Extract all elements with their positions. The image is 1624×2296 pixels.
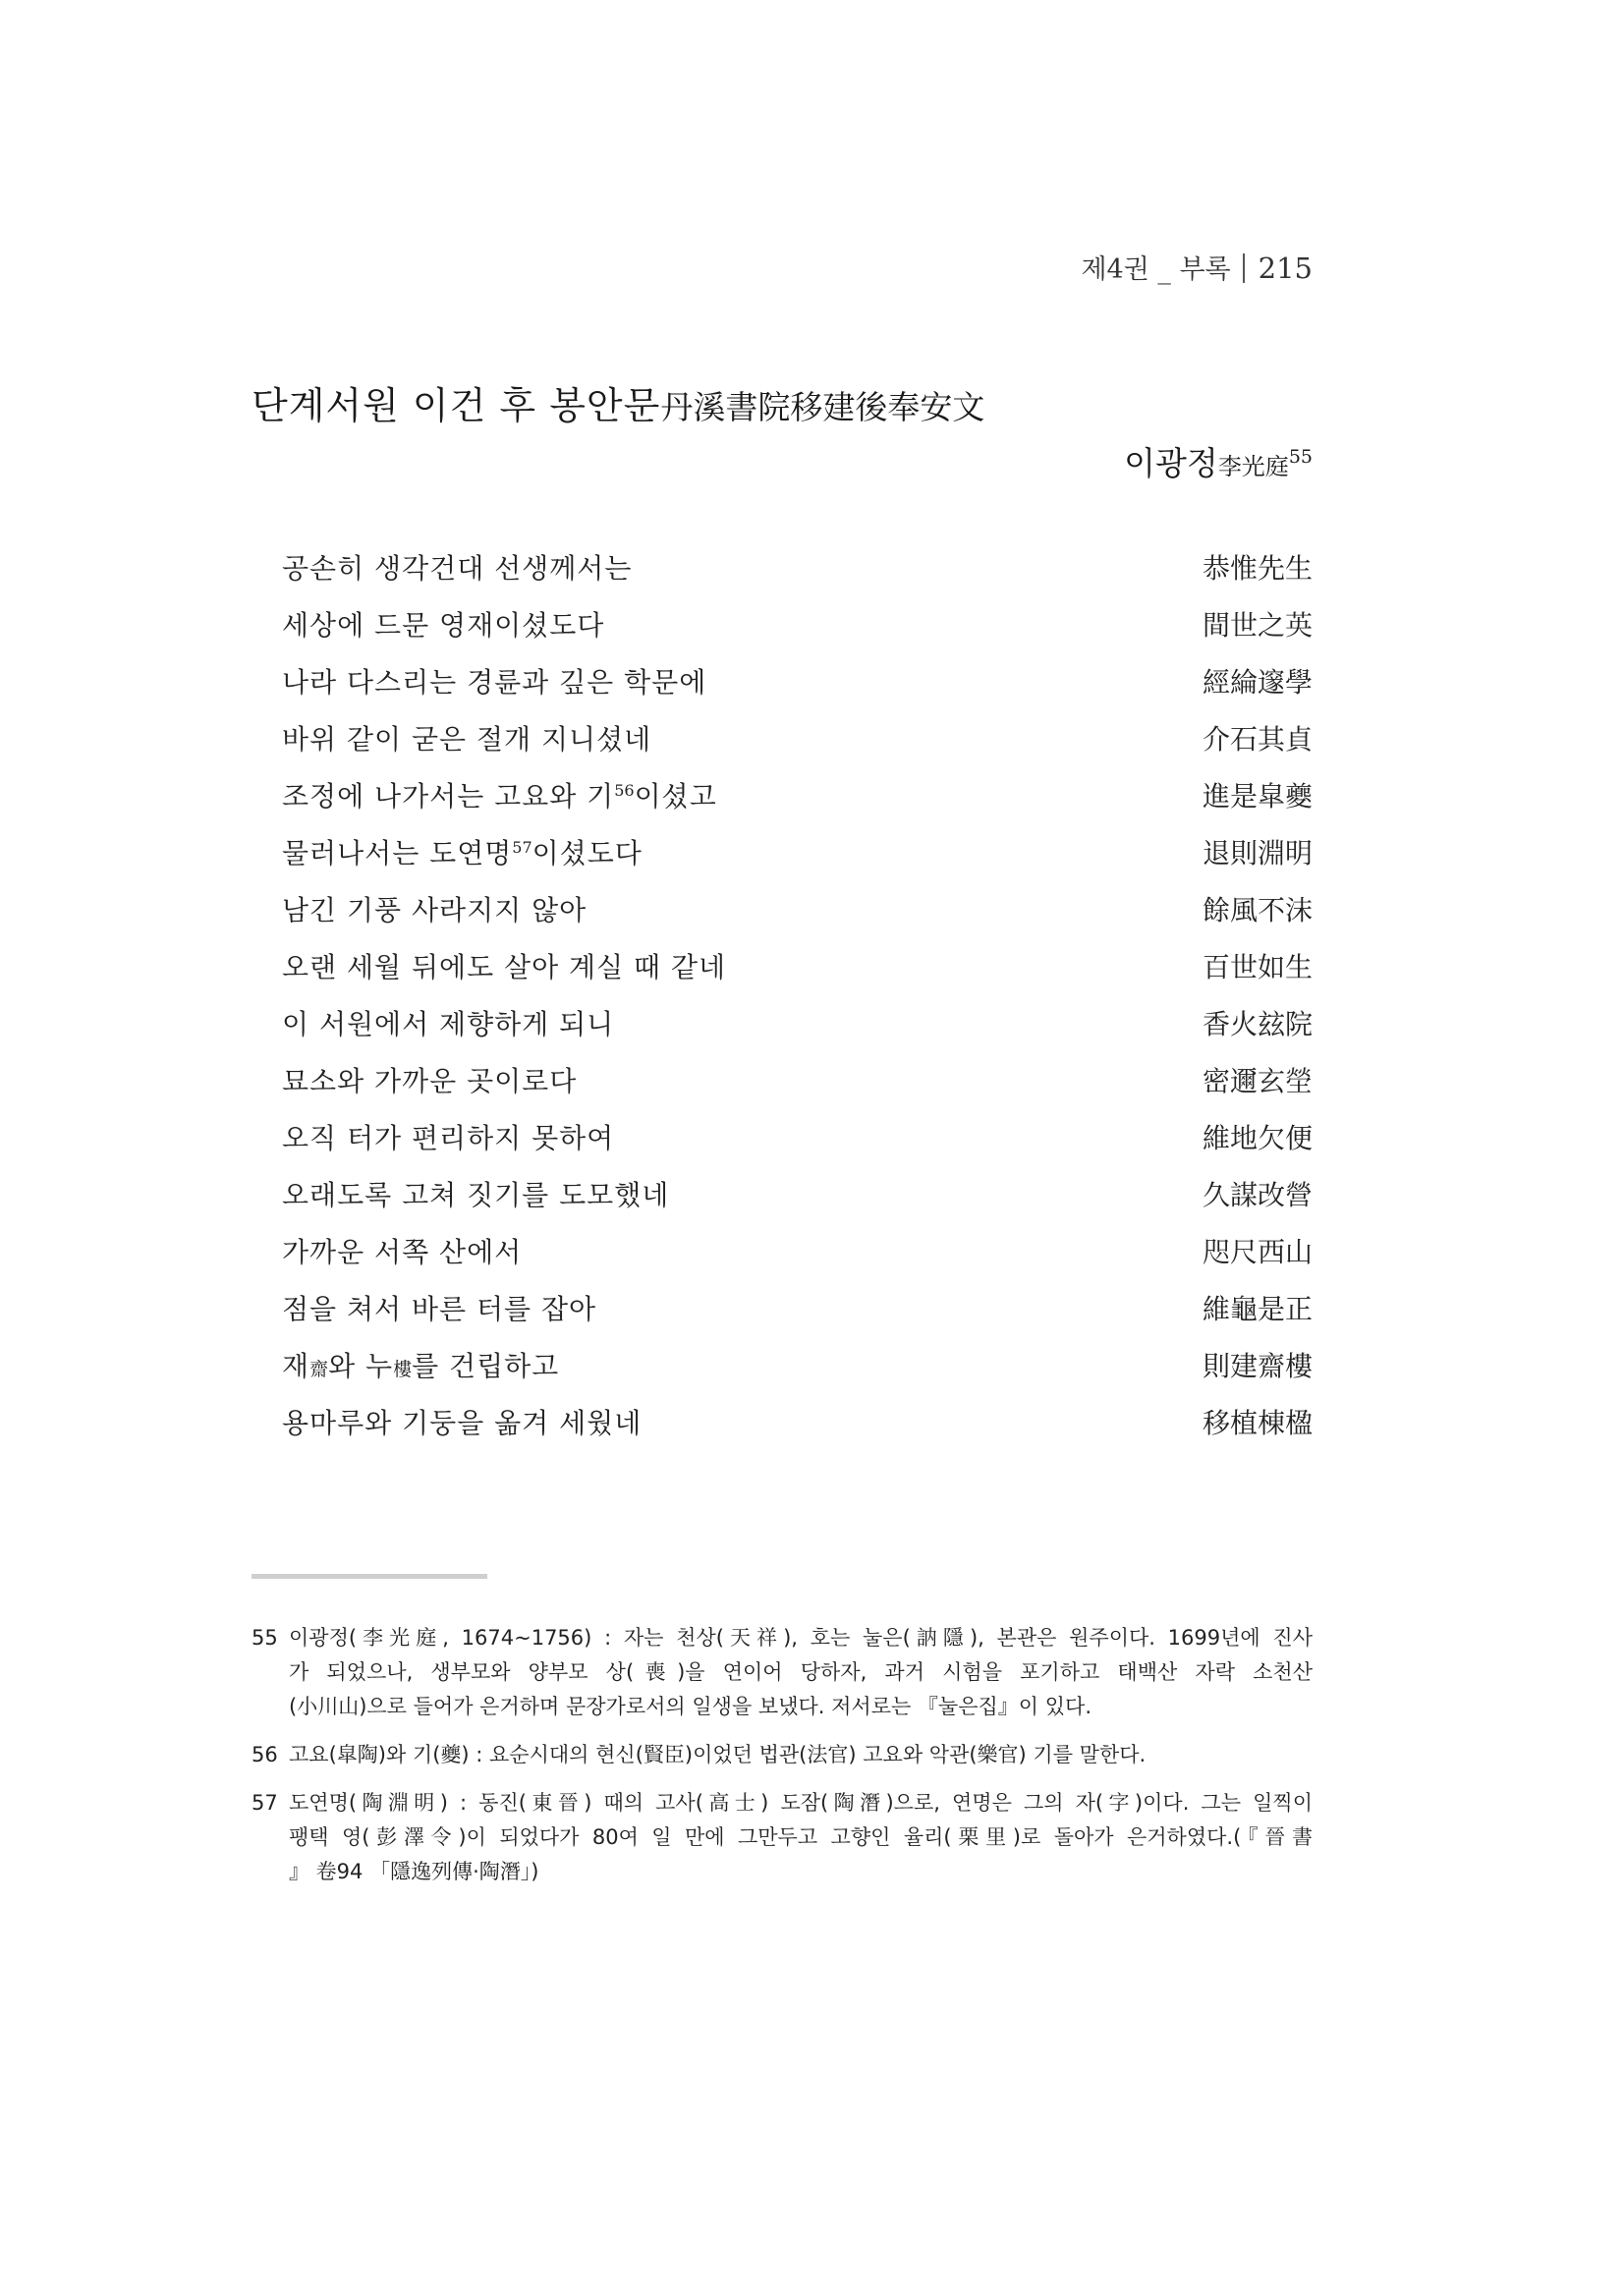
verse-hanja: 久謀改營 [1202, 1179, 1313, 1211]
verse-row [282, 538, 1313, 595]
footnote-number: 57 [252, 1791, 278, 1815]
verse-hanja: 香火玆院 [1202, 1008, 1313, 1040]
header-section: 제4권 _ 부록 [1081, 254, 1231, 285]
inline-hanja: 樓 [393, 1359, 413, 1380]
verse-korean: 세상에 드문 영재이셨도다 [282, 609, 605, 642]
verse-korean: 이 서원에서 제향하게 되니 [282, 1008, 615, 1040]
verse-row [282, 994, 1313, 1051]
verse-hanja: 咫尺西山 [1202, 1236, 1313, 1268]
verse-hanja: 則建齋樓 [1202, 1350, 1313, 1382]
verse-hanja: 密邇玄塋 [1202, 1065, 1313, 1097]
footnote-55 [252, 1621, 1313, 1724]
verse-hanja: 維地欠便 [1202, 1122, 1313, 1154]
verse-list [282, 538, 1313, 1450]
footnote-divider [252, 1574, 487, 1579]
verse-row [282, 766, 1313, 823]
verse-row [282, 1051, 1313, 1108]
verse-korean: 남긴 기풍 사라지지 않아 [282, 894, 588, 926]
footnote-line: 』 卷94 「隱逸列傳·陶潛」) [289, 1860, 539, 1883]
verse-korean-part: 이셨고 [634, 780, 717, 812]
verse-korean-part: 조정에 나가서는 고요와 기 [282, 780, 615, 812]
verse-korean [282, 1345, 559, 1384]
author-hanja: 李光庭 [1217, 453, 1289, 480]
footnotes [252, 1621, 1313, 1903]
author-name: 이광정 [1124, 444, 1218, 482]
verse-korean: 오랜 세월 뒤에도 살아 계실 때 같네 [282, 951, 727, 983]
footnote-number: 55 [252, 1626, 278, 1650]
header-divider [1243, 253, 1245, 283]
verse-korean: 공손히 생각건대 선생께서는 [282, 552, 633, 585]
verse-row [282, 1279, 1313, 1336]
page-number: 215 [1258, 252, 1313, 285]
verse-row [282, 1222, 1313, 1279]
author-footnote-ref: 55 [1288, 446, 1313, 468]
verse-hanja: 介石其貞 [1202, 723, 1313, 756]
verse-hanja: 經綸邃學 [1202, 666, 1313, 699]
verse-korean: 가까운 서쪽 산에서 [282, 1236, 523, 1268]
verse-korean-part: 를 건립하고 [412, 1350, 560, 1382]
verse-hanja: 移植棟楹 [1202, 1407, 1313, 1439]
verse-hanja: 恭惟先生 [1202, 552, 1313, 585]
verse-korean: 용마루와 기둥을 옮겨 세웠네 [282, 1407, 643, 1439]
verse-row [282, 823, 1313, 880]
verse-hanja: 進是皐夔 [1202, 780, 1313, 812]
author-line [1124, 438, 1313, 484]
verse-korean [282, 775, 717, 814]
verse-hanja: 餘風不沫 [1202, 894, 1313, 926]
running-header [1081, 248, 1313, 286]
footnote-line: 가 되었으나, 생부모와 양부모 상(喪)을 연이어 당하자, 과거 시험을 포기하고 태백산 자락 소천산 [289, 1660, 1313, 1684]
verse-korean-part: 물러나서는 도연명 [282, 837, 513, 869]
verse-korean [282, 832, 643, 871]
verse-korean: 오직 터가 편리하지 못하여 [282, 1122, 615, 1154]
footnote-number: 56 [252, 1743, 278, 1766]
verse-hanja: 維龜是正 [1202, 1293, 1313, 1325]
footnote-line: 팽택 영(彭澤令)이 되었다가 80여 일 만에 그만두고 고향인 율리(栗里)로 돌아가 은거하였다.(『晉書 [289, 1825, 1313, 1849]
title-hanja: 丹溪書院移建後奉安文 [660, 388, 985, 426]
footnote-57 [252, 1786, 1313, 1889]
verse-row [282, 1336, 1313, 1393]
verse-korean-part: 와 누 [328, 1350, 394, 1382]
title-korean: 단계서원 이건 후 봉안문 [252, 384, 661, 427]
verse-row [282, 1165, 1313, 1222]
verse-row [282, 709, 1313, 766]
verse-korean: 점을 쳐서 바른 터를 잡아 [282, 1293, 597, 1325]
verse-row [282, 1108, 1313, 1165]
verse-row [282, 595, 1313, 652]
verse-row [282, 652, 1313, 709]
verse-korean-part: 이셨도다 [532, 837, 643, 869]
verse-korean-part: 재 [282, 1350, 310, 1382]
page-title [252, 375, 984, 429]
verse-row [282, 937, 1313, 994]
verse-hanja: 百世如生 [1202, 951, 1313, 983]
footnote-line [252, 1738, 1313, 1772]
footnote-ref-57: 57 [512, 838, 532, 857]
footnote-text: 도연명(陶淵明) : 동진(東晉) 때의 고사(高士) 도잠(陶潛)으로, 연명은 그의 자(字)이다. 그는 일찍이 [289, 1791, 1313, 1815]
footnote-line [252, 1786, 1313, 1820]
footnote-text: 이광정(李光庭, 1674~1756) : 자는 천상(天祥), 호는 눌은(訥隱), 본관은 원주이다. 1699년에 진사 [289, 1626, 1313, 1650]
verse-row [282, 1393, 1313, 1450]
verse-hanja: 間世之英 [1202, 609, 1313, 642]
verse-hanja: 退則淵明 [1202, 837, 1313, 869]
verse-korean: 묘소와 가까운 곳이로다 [282, 1065, 578, 1097]
verse-korean: 나라 다스리는 경륜과 깊은 학문에 [282, 666, 707, 699]
verse-korean: 오래도록 고쳐 짓기를 도모했네 [282, 1179, 670, 1211]
verse-korean: 바위 같이 굳은 절개 지니셨네 [282, 723, 652, 756]
inline-hanja: 齋 [309, 1359, 329, 1380]
footnote-line: (小川山)으로 들어가 은거하며 문장가로서의 일생을 보냈다. 저서로는 『눌은집』이 있다. [289, 1695, 1092, 1718]
footnote-text: 고요(皐陶)와 기(夔) : 요순시대의 현신(賢臣)이었던 법관(法官) 고요와 악관(樂官) 기를 말한다. [289, 1743, 1147, 1766]
footnote-line [252, 1621, 1313, 1655]
footnote-ref-56: 56 [614, 781, 635, 800]
verse-row [282, 880, 1313, 937]
footnote-56 [252, 1738, 1313, 1772]
